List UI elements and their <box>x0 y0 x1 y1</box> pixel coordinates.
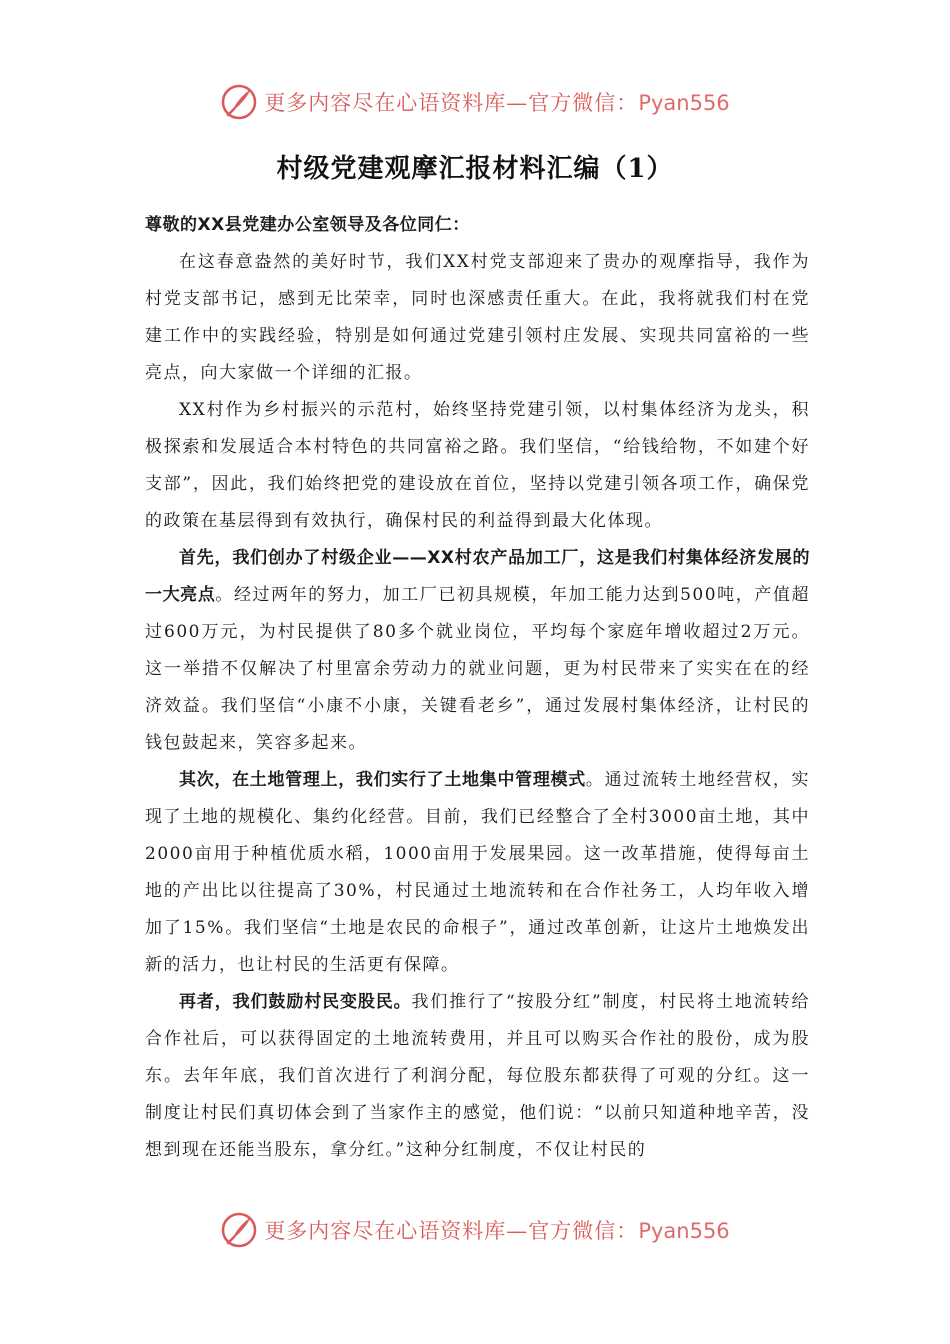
header-banner <box>0 80 950 124</box>
quill-logo-icon <box>220 83 258 121</box>
bold-lead: 再者，我们鼓励村民变股民。 <box>179 992 412 1012</box>
footer-banner <box>0 1208 950 1252</box>
salutation: 尊敬的XX县党建办公室领导及各位同仁： <box>145 215 470 235</box>
banner-text: 更多内容尽在心语资料库—官方微信：Pyan556 <box>264 91 730 115</box>
document-body <box>145 207 810 1169</box>
paragraph: 首先，我们创办了村级企业——XX村农产品加工厂，这是我们村集体经济发展的一大亮点。经过两年的努力，加工厂已初具规模，年加工能力达到500吨，产值超过600万元，为村民提供了80多个就业岗位，平均每个家庭年增收超过2万元。这一举措不仅解决了村里富余劳动力的就业问题，更为村民带来了实实在在的经济效益。我们坚信“小康不小康，关键看老乡”，通过发展村集体经济，让村民的钱包鼓起来，笑容多起来。 <box>145 548 810 753</box>
bold-lead: 其次，在土地管理上，我们实行了土地集中管理模式 <box>179 770 586 790</box>
quill-logo-icon <box>220 1211 258 1249</box>
paragraph: 在这春意盎然的美好时节，我们XX村党支部迎来了贵办的观摩指导，我作为村党支部书记，感到无比荣幸，同时也深感责任重大。在此，我将就我们村在党建工作中的实践经验，特别是如何通过党建引领村庄发展、实现共同富裕的一些亮点，向大家做一个详细的汇报。 <box>145 252 810 383</box>
paragraph: 其次，在土地管理上，我们实行了土地集中管理模式。通过流转土地经营权，实现了土地的规模化、集约化经营。目前，我们已经整合了全村3000亩土地，其中2000亩用于种植优质水稻，1000亩用于发展果园。这一改革措施，使得每亩土地的产出比以往提高了30%，村民通过土地流转和在合作社务工，人均年收入增加了15%。我们坚信“土地是农民的命根子”，通过改革创新，让这片土地焕发出新的活力，也让村民的生活更有保障。 <box>145 770 811 975</box>
document-title: 村级党建观摩汇报材料汇编（1） <box>276 154 674 184</box>
bold-lead: 首先，我们创办了村级企业——XX村农产品加工厂，这是我们村集体经济发展的一大亮点 <box>145 548 810 605</box>
paragraph: 再者，我们鼓励村民变股民。我们推行了“按股分红”制度，村民将土地流转给合作社后，可以获得固定的土地流转费用，并且可以购买合作社的股份，成为股东。去年年底，我们首次进行了利润分配，每位股东都获得了可观的分红。这一制度让村民们真切体会到了当家作主的感觉，他们说：“以前只知道种地辛苦，没想到现在还能当股东，拿分红。”这种分红制度，不仅让村民的 <box>145 992 810 1160</box>
banner-text: 更多内容尽在心语资料库—官方微信：Pyan556 <box>264 1219 730 1243</box>
paragraph: XX村作为乡村振兴的示范村，始终坚持党建引领，以村集体经济为龙头，积极探索和发展适合本村特色的共同富裕之路。我们坚信，“给钱给物，不如建个好支部”，因此，我们始终把党的建设放在首位，坚持以党建引领各项工作，确保党的政策在基层得到有效执行，确保村民的利益得到最大化体现。 <box>145 400 810 531</box>
